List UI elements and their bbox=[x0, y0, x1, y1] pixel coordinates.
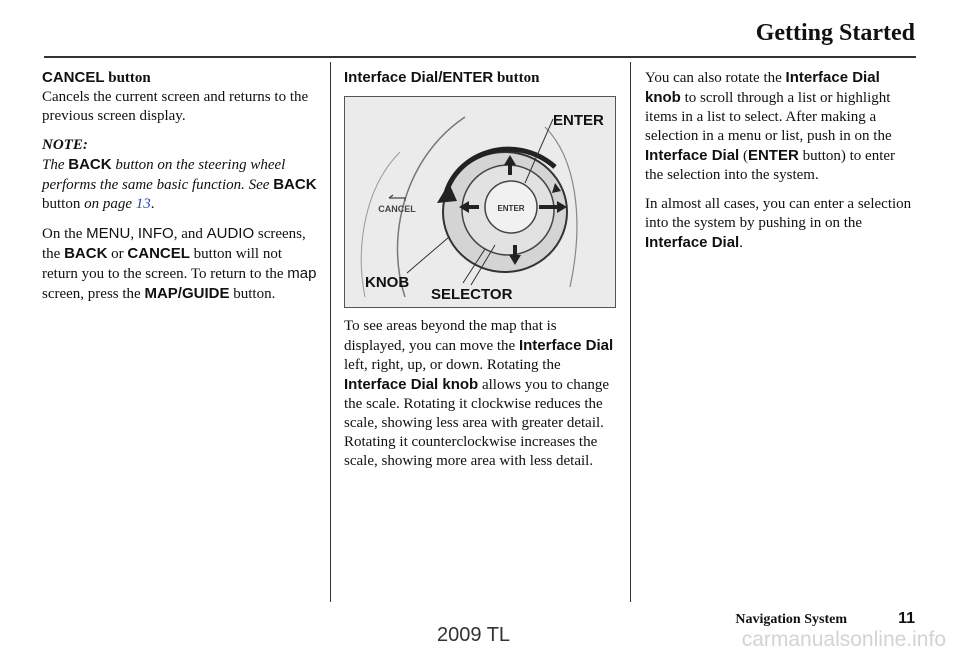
note-text-b: button on the steering wheel performs the same basic function. See bbox=[42, 157, 286, 193]
text: left, right, up, or down. Rotating the bbox=[344, 357, 561, 373]
note-back-keyword-2: BACK bbox=[273, 176, 317, 193]
cancel-keyword: CANCEL bbox=[127, 245, 190, 262]
back-keyword: BACK bbox=[64, 245, 108, 262]
dial-heading-keyword: Interface Dial/ENTER bbox=[344, 69, 494, 86]
model-label: 2009 TL bbox=[437, 624, 511, 646]
text: , bbox=[130, 226, 138, 242]
text: to scroll through a list or highlight items in a list to select. After making a selection in a menu or list, push in on the bbox=[645, 90, 892, 144]
footer-label: Navigation System bbox=[735, 612, 847, 627]
interface-dial-figure bbox=[344, 96, 616, 308]
interface-dial-knob-keyword: Interface Dial knob bbox=[344, 376, 479, 393]
enter-button-label: ENTER bbox=[497, 204, 525, 213]
page-title: Getting Started bbox=[755, 20, 915, 46]
note-text-a: The bbox=[42, 157, 69, 173]
note-label: NOTE: bbox=[42, 137, 88, 153]
column-divider-1 bbox=[330, 62, 331, 602]
interface-dial-keyword: Interface Dial bbox=[645, 234, 740, 251]
dial-description bbox=[344, 317, 620, 481]
cancel-button-label: CANCEL bbox=[378, 204, 416, 214]
text: or bbox=[107, 246, 128, 262]
note-block bbox=[42, 136, 320, 214]
cancel-heading bbox=[42, 68, 320, 88]
text: screen, press the bbox=[42, 286, 145, 302]
text: In almost all cases, you can enter a selection into the system by pushing in on the bbox=[645, 196, 912, 231]
enter-paragraph bbox=[645, 195, 917, 253]
note-text-c: button bbox=[42, 196, 81, 212]
column-divider-2 bbox=[630, 62, 631, 602]
cancel-description: Cancels the current screen and returns to the previous screen display. bbox=[42, 89, 309, 124]
map-guide-keyword: MAP/GUIDE bbox=[144, 285, 230, 302]
cancel-heading-keyword: CANCEL bbox=[42, 69, 105, 86]
page-13-link[interactable]: 13 bbox=[135, 196, 151, 212]
dial-paragraph bbox=[344, 317, 620, 471]
interface-dial-knob-keyword: Interface Dial knob bbox=[645, 69, 880, 106]
column-left bbox=[42, 68, 320, 314]
text: You can also rotate the bbox=[645, 70, 786, 86]
text: , and bbox=[173, 226, 207, 242]
enter-label: ENTER bbox=[553, 112, 604, 129]
info-keyword: INFO bbox=[137, 225, 174, 242]
text: button will not return you to the screen. To return to the bbox=[42, 246, 288, 282]
cancel-heading-suffix: button bbox=[104, 70, 151, 86]
note-back-keyword: BACK bbox=[68, 156, 112, 173]
note-text-d: on page bbox=[80, 196, 136, 212]
column-middle bbox=[344, 68, 619, 88]
text: To see areas beyond the map that is displayed, you can move the bbox=[344, 318, 557, 354]
text: . bbox=[739, 235, 743, 251]
note-text-end: . bbox=[150, 196, 155, 212]
header-rule bbox=[44, 56, 916, 58]
screens-paragraph bbox=[42, 224, 320, 304]
text: button) to enter the selection into the system. bbox=[645, 148, 896, 183]
column-right bbox=[645, 68, 917, 263]
knob-callout-line bbox=[407, 237, 449, 273]
text: screens, the bbox=[42, 226, 306, 262]
text: ( bbox=[739, 148, 748, 164]
map-keyword: map bbox=[287, 265, 317, 282]
interface-dial-keyword: Interface Dial bbox=[518, 337, 614, 354]
knob-label: KNOB bbox=[365, 274, 410, 291]
audio-keyword: AUDIO bbox=[206, 225, 255, 242]
dial-heading bbox=[344, 68, 619, 88]
text: On the bbox=[42, 226, 87, 242]
interface-dial-illustration bbox=[345, 97, 615, 307]
page-number: 11 bbox=[898, 610, 915, 627]
text: allows you to change the scale. Rotating it clockwise reduces the scale, showing less area with greater detail. Rotating it counterclockwise increases the scale, showing more area with less detail. bbox=[344, 377, 610, 469]
watermark: carmanualsonline.info bbox=[741, 628, 946, 651]
text: button. bbox=[229, 286, 276, 302]
interface-dial-keyword: Interface Dial bbox=[645, 147, 740, 164]
back-arrow-icon bbox=[389, 195, 405, 201]
rotate-paragraph bbox=[645, 68, 917, 185]
selector-label: SELECTOR bbox=[431, 286, 513, 303]
dial-heading-suffix: button bbox=[493, 70, 540, 86]
menu-keyword: MENU bbox=[86, 225, 131, 242]
enter-keyword: ENTER bbox=[747, 147, 799, 164]
